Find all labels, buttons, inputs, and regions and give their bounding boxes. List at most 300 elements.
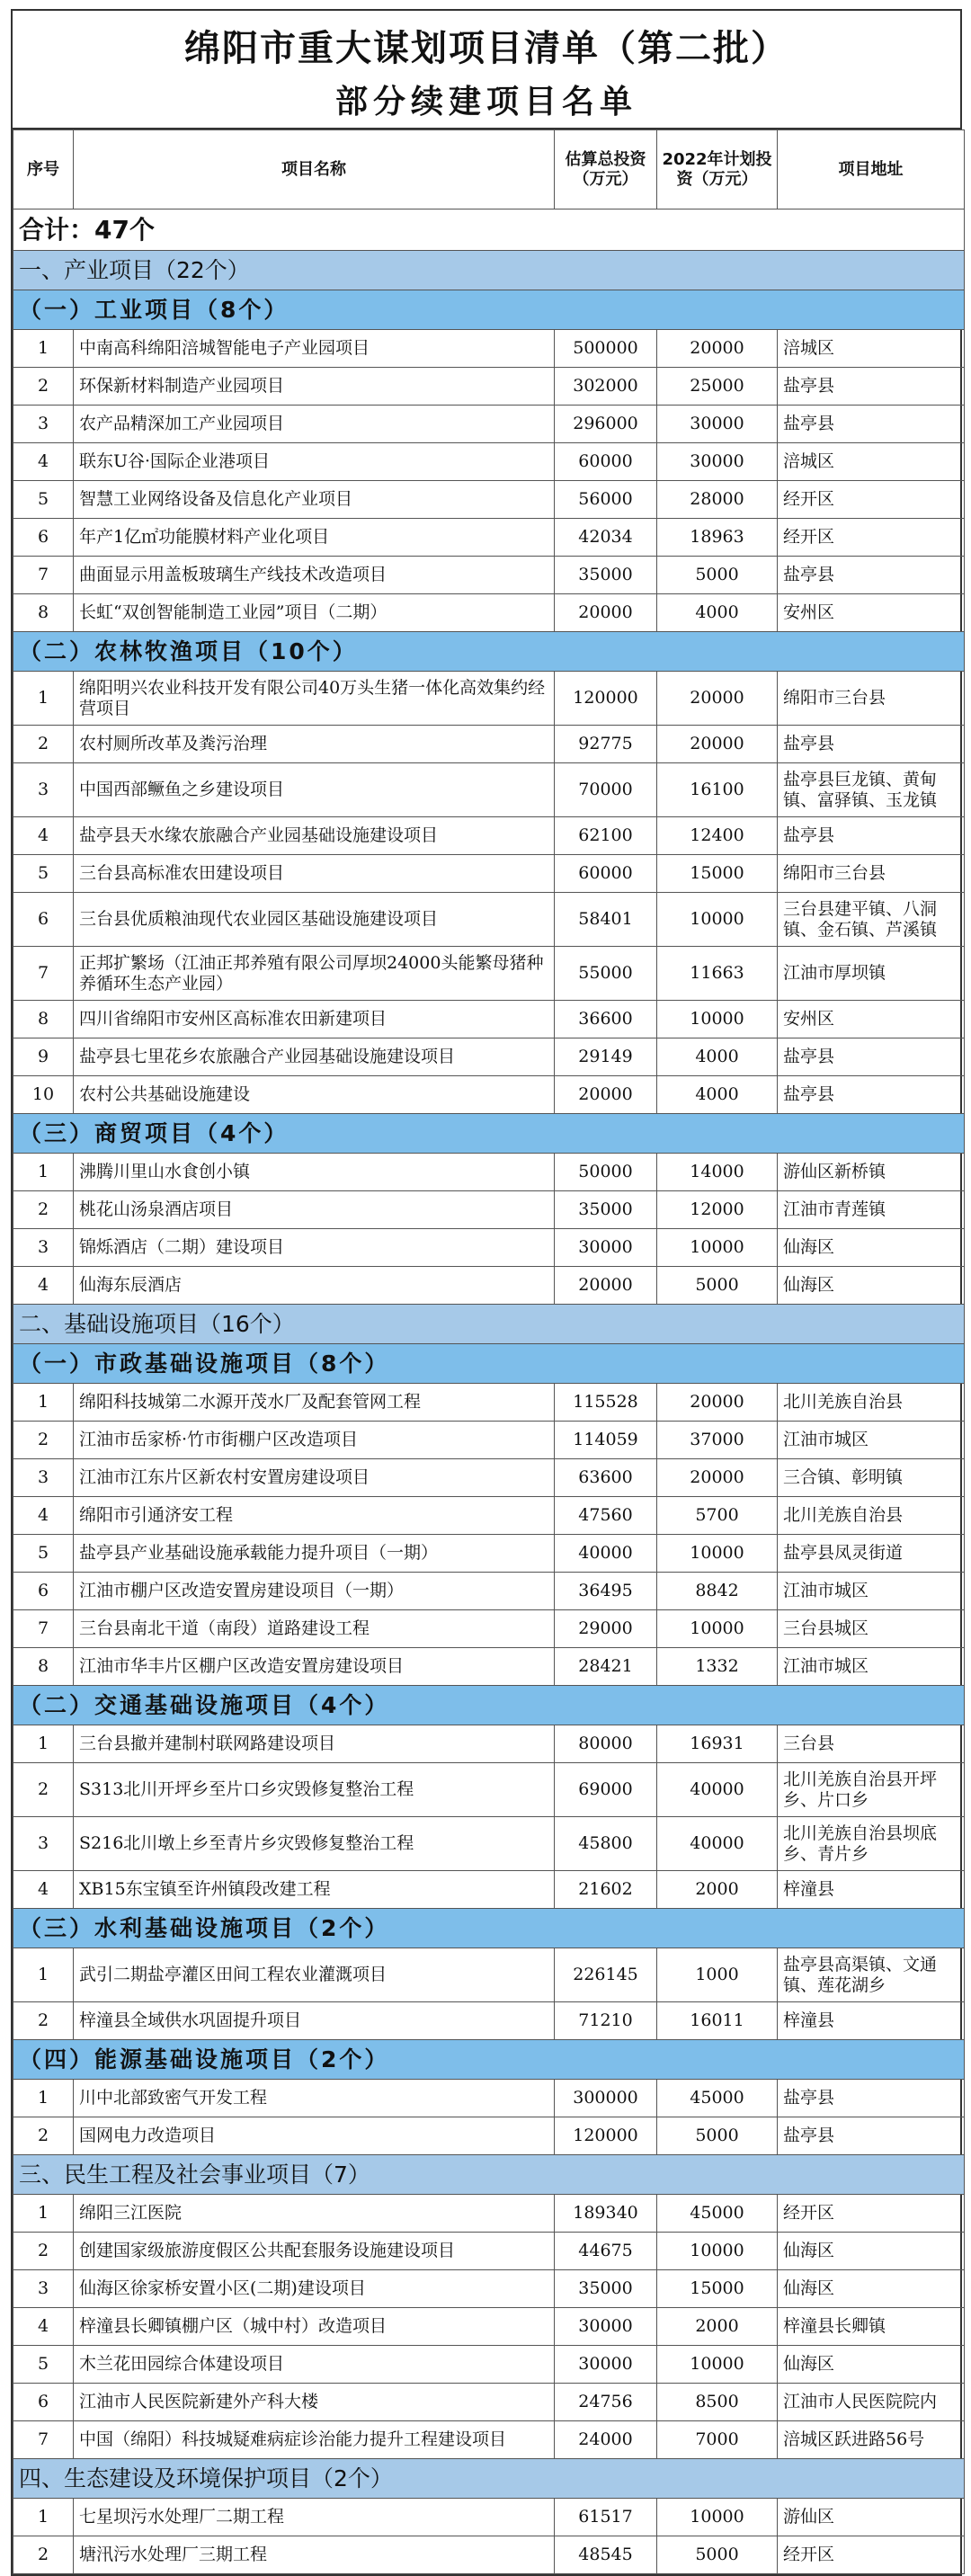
category-label: 四、生态建设及环境保护项目（2个） (13, 2459, 965, 2499)
table-row (13, 2195, 965, 2233)
seq-cell: 7 (13, 2421, 74, 2459)
invest-cell: 80000 (555, 1725, 657, 1763)
table-row (13, 1459, 965, 1497)
table-row (13, 1948, 965, 2002)
invest-cell: 302000 (555, 368, 657, 406)
invest-cell: 35000 (555, 2270, 657, 2308)
location-cell: 绵阳市三台县 (778, 672, 965, 726)
invest-cell: 20000 (555, 1076, 657, 1114)
plan-cell: 12000 (657, 1191, 778, 1229)
location-cell: 北川羌族自治县 (778, 1384, 965, 1422)
invest-cell: 120000 (555, 672, 657, 726)
plan-cell: 16011 (657, 2002, 778, 2040)
invest-cell: 56000 (555, 481, 657, 519)
plan-cell: 5000 (657, 557, 778, 594)
project-name-cell: 农村厕所改革及粪污治理 (74, 726, 555, 763)
subcategory-label: （二）交通基础设施项目（4个） (13, 1686, 965, 1725)
plan-cell: 10000 (657, 1001, 778, 1038)
invest-cell: 35000 (555, 557, 657, 594)
location-cell: 梓潼县长卿镇 (778, 2308, 965, 2346)
project-name-cell: 仙海东辰酒店 (74, 1267, 555, 1305)
project-name-cell: XB15东宝镇至许州镇段改建工程 (74, 1871, 555, 1909)
invest-cell: 500000 (555, 330, 657, 368)
seq-cell: 3 (13, 1817, 74, 1871)
table-row (13, 947, 965, 1001)
invest-cell: 40000 (555, 1535, 657, 1573)
project-name-cell: 盐亭县七里花乡农旅融合产业园基础设施建设项目 (74, 1038, 555, 1076)
project-name-cell: 年产1亿㎡功能膜材料产业化项目 (74, 519, 555, 557)
invest-cell: 300000 (555, 2080, 657, 2117)
seq-cell: 7 (13, 947, 74, 1001)
plan-cell: 45000 (657, 2195, 778, 2233)
seq-cell: 2 (13, 2233, 74, 2270)
plan-cell: 20000 (657, 1384, 778, 1422)
table-row (13, 1422, 965, 1459)
plan-cell: 4000 (657, 594, 778, 632)
plan-cell: 20000 (657, 726, 778, 763)
location-cell: 游仙区 (778, 2499, 965, 2536)
plan-cell: 10000 (657, 2499, 778, 2536)
table-row (13, 2421, 965, 2459)
page-title: 绵阳市重大谋划项目清单（第二批） (184, 28, 788, 69)
table-row (13, 2499, 965, 2536)
location-cell: 涪城区 (778, 443, 965, 481)
location-cell: 江油市青莲镇 (778, 1191, 965, 1229)
seq-cell: 10 (13, 1076, 74, 1114)
table-row (13, 817, 965, 855)
table-row (13, 672, 965, 726)
seq-cell: 1 (13, 672, 74, 726)
invest-cell: 50000 (555, 1154, 657, 1191)
table-row (13, 1610, 965, 1648)
plan-cell: 30000 (657, 406, 778, 443)
project-name-cell: 江油市华丰片区棚户区改造安置房建设项目 (74, 1648, 555, 1686)
location-cell: 经开区 (778, 2195, 965, 2233)
seq-cell: 8 (13, 594, 74, 632)
subcategory-row (13, 1344, 965, 1384)
project-name-cell: 江油市棚户区改造安置房建设项目（一期） (74, 1573, 555, 1610)
plan-cell: 10000 (657, 1610, 778, 1648)
project-name-cell: 塘汛污水处理厂三期工程 (74, 2536, 555, 2574)
location-cell: 三台县城区 (778, 1610, 965, 1648)
seq-cell: 1 (13, 1725, 74, 1763)
invest-cell: 24000 (555, 2421, 657, 2459)
seq-cell: 7 (13, 1610, 74, 1648)
table-row (13, 1267, 965, 1305)
plan-cell: 10000 (657, 1535, 778, 1573)
invest-cell: 115528 (555, 1384, 657, 1422)
invest-cell: 35000 (555, 1191, 657, 1229)
header-seq: 序号 (13, 130, 74, 209)
project-name-cell: S313北川开坪乡至片口乡灾毁修复整治工程 (74, 1763, 555, 1817)
table-row (13, 1871, 965, 1909)
project-name-cell: 国网电力改造项目 (74, 2117, 555, 2155)
plan-cell: 5000 (657, 1267, 778, 1305)
project-name-cell: 锦烁酒店（二期）建设项目 (74, 1229, 555, 1267)
table-row (13, 330, 965, 368)
location-cell: 安州区 (778, 594, 965, 632)
plan-cell: 20000 (657, 330, 778, 368)
table-row (13, 1384, 965, 1422)
seq-cell: 4 (13, 2308, 74, 2346)
invest-cell: 70000 (555, 763, 657, 817)
project-name-cell: 智慧工业网络设备及信息化产业项目 (74, 481, 555, 519)
plan-cell: 16931 (657, 1725, 778, 1763)
table-row (13, 2233, 965, 2270)
invest-cell: 20000 (555, 1267, 657, 1305)
table-body (13, 209, 965, 2574)
header-invest: 估算总投资（万元） (555, 130, 657, 209)
table-row (13, 2346, 965, 2384)
seq-cell: 2 (13, 1763, 74, 1817)
seq-cell: 5 (13, 855, 74, 893)
project-name-cell: 长虹“双创智能制造工业园”项目（二期） (74, 594, 555, 632)
table-row (13, 1229, 965, 1267)
project-name-cell: 三台县撤并建制村联网路建设项目 (74, 1725, 555, 1763)
table-row (13, 557, 965, 594)
invest-cell: 36495 (555, 1573, 657, 1610)
table-row (13, 2384, 965, 2421)
plan-cell: 15000 (657, 855, 778, 893)
plan-cell: 5700 (657, 1497, 778, 1535)
plan-cell: 25000 (657, 368, 778, 406)
project-name-cell: 川中北部致密气开发工程 (74, 2080, 555, 2117)
subcategory-label: （三）水利基础设施项目（2个） (13, 1909, 965, 1948)
subcategory-row (13, 1114, 965, 1154)
project-name-cell: 中国（绵阳）科技城疑难病症诊治能力提升工程建设项目 (74, 2421, 555, 2459)
seq-cell: 1 (13, 2080, 74, 2117)
plan-cell: 8842 (657, 1573, 778, 1610)
table-row (13, 1535, 965, 1573)
plan-cell: 20000 (657, 672, 778, 726)
plan-cell: 10000 (657, 893, 778, 947)
plan-cell: 1332 (657, 1648, 778, 1686)
project-name-cell: 曲面显示用盖板玻璃生产线技术改造项目 (74, 557, 555, 594)
location-cell: 盐亭县 (778, 368, 965, 406)
invest-cell: 69000 (555, 1763, 657, 1817)
table-row (13, 443, 965, 481)
project-name-cell: 四川省绵阳市安州区高标准农田新建项目 (74, 1001, 555, 1038)
seq-cell: 5 (13, 481, 74, 519)
seq-cell: 2 (13, 368, 74, 406)
project-name-cell: 绵阳科技城第二水源开茂水厂及配套管网工程 (74, 1384, 555, 1422)
seq-cell: 1 (13, 2195, 74, 2233)
seq-cell: 2 (13, 2117, 74, 2155)
table-row (13, 893, 965, 947)
location-cell: 经开区 (778, 519, 965, 557)
location-cell: 盐亭县 (778, 726, 965, 763)
location-cell: 盐亭县巨龙镇、黄甸镇、富驿镇、玉龙镇 (778, 763, 965, 817)
plan-cell: 4000 (657, 1038, 778, 1076)
location-cell: 盐亭县 (778, 2117, 965, 2155)
location-cell: 盐亭县凤灵街道 (778, 1535, 965, 1573)
location-cell: 仙海区 (778, 1267, 965, 1305)
plan-cell: 5000 (657, 2117, 778, 2155)
table-row (13, 1763, 965, 1817)
invest-cell: 36600 (555, 1001, 657, 1038)
invest-cell: 62100 (555, 817, 657, 855)
location-cell: 北川羌族自治县 (778, 1497, 965, 1535)
project-name-cell: 环保新材料制造产业园项目 (74, 368, 555, 406)
plan-cell: 14000 (657, 1154, 778, 1191)
plan-cell: 1000 (657, 1948, 778, 2002)
project-name-cell: 三台县南北干道（南段）道路建设工程 (74, 1610, 555, 1648)
location-cell: 仙海区 (778, 2233, 965, 2270)
table-row (13, 2308, 965, 2346)
seq-cell: 3 (13, 1229, 74, 1267)
project-name-cell: 三台县高标准农田建设项目 (74, 855, 555, 893)
header-plan: 2022年计划投资（万元） (657, 130, 778, 209)
invest-cell: 29149 (555, 1038, 657, 1076)
invest-cell: 21602 (555, 1871, 657, 1909)
category-label: 二、基础设施项目（16个） (13, 1305, 965, 1344)
project-name-cell: 梓潼县长卿镇棚户区（城中村）改造项目 (74, 2308, 555, 2346)
location-cell: 盐亭县 (778, 1076, 965, 1114)
project-name-cell: 盐亭县产业基础设施承载能力提升项目（一期） (74, 1535, 555, 1573)
invest-cell: 189340 (555, 2195, 657, 2233)
invest-cell: 63600 (555, 1459, 657, 1497)
invest-cell: 296000 (555, 406, 657, 443)
plan-cell: 28000 (657, 481, 778, 519)
location-cell: 仙海区 (778, 1229, 965, 1267)
project-name-cell: 盐亭县天水缘农旅融合产业园基础设施建设项目 (74, 817, 555, 855)
category-row (13, 251, 965, 290)
invest-cell: 114059 (555, 1422, 657, 1459)
seq-cell: 4 (13, 1871, 74, 1909)
project-name-cell: 仙海区徐家桥安置小区(二期)建设项目 (74, 2270, 555, 2308)
location-cell: 三台县 (778, 1725, 965, 1763)
plan-cell: 16100 (657, 763, 778, 817)
table-row (13, 1725, 965, 1763)
project-name-cell: 木兰花田园综合体建设项目 (74, 2346, 555, 2384)
location-cell: 三合镇、彰明镇 (778, 1459, 965, 1497)
invest-cell: 30000 (555, 2346, 657, 2384)
project-name-cell: 江油市人民医院新建外产科大楼 (74, 2384, 555, 2421)
category-row (13, 2459, 965, 2499)
project-name-cell: 江油市岳家桥·竹市街棚户区改造项目 (74, 1422, 555, 1459)
plan-cell: 11663 (657, 947, 778, 1001)
location-cell: 绵阳市三台县 (778, 855, 965, 893)
location-cell: 盐亭县 (778, 557, 965, 594)
seq-cell: 3 (13, 2270, 74, 2308)
seq-cell: 1 (13, 2499, 74, 2536)
location-cell: 仙海区 (778, 2270, 965, 2308)
invest-cell: 48545 (555, 2536, 657, 2574)
table-row (13, 2002, 965, 2040)
location-cell: 盐亭县高渠镇、文通镇、莲花湖乡 (778, 1948, 965, 2002)
seq-cell: 2 (13, 2536, 74, 2574)
location-cell: 盐亭县 (778, 2080, 965, 2117)
table-row (13, 1497, 965, 1535)
project-list-sheet (11, 9, 962, 2576)
location-cell: 安州区 (778, 1001, 965, 1038)
plan-cell: 37000 (657, 1422, 778, 1459)
invest-cell: 92775 (555, 726, 657, 763)
project-name-cell: 中南高科绵阳涪城智能电子产业园项目 (74, 330, 555, 368)
table-row (13, 481, 965, 519)
plan-cell: 5000 (657, 2536, 778, 2574)
table-row (13, 1573, 965, 1610)
header-row (13, 130, 965, 209)
invest-cell: 55000 (555, 947, 657, 1001)
invest-cell: 30000 (555, 1229, 657, 1267)
table-row (13, 1038, 965, 1076)
plan-cell: 12400 (657, 817, 778, 855)
plan-cell: 20000 (657, 1459, 778, 1497)
plan-cell: 7000 (657, 2421, 778, 2459)
subcategory-label: （四）能源基础设施项目（2个） (13, 2040, 965, 2080)
seq-cell: 8 (13, 1001, 74, 1038)
project-name-cell: 绵阳市引通济安工程 (74, 1497, 555, 1535)
location-cell: 盐亭县 (778, 1038, 965, 1076)
plan-cell: 15000 (657, 2270, 778, 2308)
table-row (13, 2536, 965, 2574)
project-name-cell: 绵阳明兴农业科技开发有限公司40万头生猪一体化高效集约经营项目 (74, 672, 555, 726)
invest-cell: 45800 (555, 1817, 657, 1871)
plan-cell: 45000 (657, 2080, 778, 2117)
subcategory-label: （二）农林牧渔项目（10个） (13, 632, 965, 672)
invest-cell: 60000 (555, 443, 657, 481)
invest-cell: 44675 (555, 2233, 657, 2270)
plan-cell: 40000 (657, 1817, 778, 1871)
project-name-cell: 桃花山汤泉酒店项目 (74, 1191, 555, 1229)
project-name-cell: 七星坝污水处理厂二期工程 (74, 2499, 555, 2536)
subcategory-row (13, 290, 965, 330)
project-name-cell: 农村公共基础设施建设 (74, 1076, 555, 1114)
invest-cell: 226145 (555, 1948, 657, 2002)
seq-cell: 2 (13, 1422, 74, 1459)
location-cell: 经开区 (778, 2536, 965, 2574)
plan-cell: 10000 (657, 1229, 778, 1267)
seq-cell: 3 (13, 406, 74, 443)
location-cell: 盐亭县 (778, 817, 965, 855)
table-row (13, 368, 965, 406)
project-name-cell: 中国西部鳜鱼之乡建设项目 (74, 763, 555, 817)
location-cell: 涪城区跃进路56号 (778, 2421, 965, 2459)
location-cell: 涪城区 (778, 330, 965, 368)
seq-cell: 1 (13, 1948, 74, 2002)
title-block (13, 11, 960, 129)
table-row (13, 763, 965, 817)
header-location: 项目地址 (778, 130, 965, 209)
seq-cell: 2 (13, 726, 74, 763)
seq-cell: 4 (13, 1497, 74, 1535)
project-table (13, 129, 965, 2574)
seq-cell: 1 (13, 1384, 74, 1422)
page-subtitle: 部分续建项目名单 (334, 84, 637, 120)
category-label: 三、民生工程及社会事业项目（7） (13, 2155, 965, 2195)
location-cell: 三台县建平镇、八洞镇、金石镇、芦溪镇 (778, 893, 965, 947)
location-cell: 经开区 (778, 481, 965, 519)
subcategory-row (13, 632, 965, 672)
total-row (13, 209, 965, 251)
table-row (13, 406, 965, 443)
location-cell: 江油市城区 (778, 1573, 965, 1610)
seq-cell: 2 (13, 2002, 74, 2040)
total-label: 合计：47个 (13, 209, 965, 251)
invest-cell: 61517 (555, 2499, 657, 2536)
location-cell: 盐亭县 (778, 406, 965, 443)
invest-cell: 20000 (555, 594, 657, 632)
invest-cell: 29000 (555, 1610, 657, 1648)
location-cell: 梓潼县 (778, 2002, 965, 2040)
subcategory-row (13, 1686, 965, 1725)
invest-cell: 24756 (555, 2384, 657, 2421)
seq-cell: 4 (13, 1267, 74, 1305)
invest-cell: 58401 (555, 893, 657, 947)
project-name-cell: 武引二期盐亭灌区田间工程农业灌溉项目 (74, 1948, 555, 2002)
table-row (13, 1191, 965, 1229)
invest-cell: 60000 (555, 855, 657, 893)
location-cell: 梓潼县 (778, 1871, 965, 1909)
table-row (13, 2080, 965, 2117)
table-row (13, 519, 965, 557)
table-row (13, 1648, 965, 1686)
plan-cell: 18963 (657, 519, 778, 557)
plan-cell: 40000 (657, 1763, 778, 1817)
invest-cell: 47560 (555, 1497, 657, 1535)
table-row (13, 594, 965, 632)
location-cell: 仙海区 (778, 2346, 965, 2384)
location-cell: 江油市厚坝镇 (778, 947, 965, 1001)
seq-cell: 5 (13, 1535, 74, 1573)
table-row (13, 1076, 965, 1114)
seq-cell: 9 (13, 1038, 74, 1076)
table-row (13, 726, 965, 763)
project-name-cell: 农产品精深加工产业园项目 (74, 406, 555, 443)
project-name-cell: 联东U谷·国际企业港项目 (74, 443, 555, 481)
seq-cell: 6 (13, 1573, 74, 1610)
seq-cell: 1 (13, 330, 74, 368)
invest-cell: 120000 (555, 2117, 657, 2155)
seq-cell: 6 (13, 519, 74, 557)
subcategory-label: （一）市政基础设施项目（8个） (13, 1344, 965, 1384)
seq-cell: 8 (13, 1648, 74, 1686)
invest-cell: 42034 (555, 519, 657, 557)
location-cell: 北川羌族自治县坝底乡、青片乡 (778, 1817, 965, 1871)
invest-cell: 28421 (555, 1648, 657, 1686)
category-row (13, 2155, 965, 2195)
subcategory-label: （一）工业项目（8个） (13, 290, 965, 330)
location-cell: 江油市人民医院院内 (778, 2384, 965, 2421)
seq-cell: 3 (13, 1459, 74, 1497)
seq-cell: 4 (13, 817, 74, 855)
subcategory-label: （三）商贸项目（4个） (13, 1114, 965, 1154)
category-row (13, 1305, 965, 1344)
plan-cell: 2000 (657, 2308, 778, 2346)
subcategory-row (13, 1909, 965, 1948)
plan-cell: 10000 (657, 2346, 778, 2384)
project-name-cell: 创建国家级旅游度假区公共配套服务设施建设项目 (74, 2233, 555, 2270)
project-name-cell: 沸腾川里山水食创小镇 (74, 1154, 555, 1191)
project-name-cell: 梓潼县全域供水巩固提升项目 (74, 2002, 555, 2040)
plan-cell: 30000 (657, 443, 778, 481)
plan-cell: 4000 (657, 1076, 778, 1114)
project-name-cell: 正邦扩繁场（江油正邦养殖有限公司厚坝24000头能繁母猪种养循环生态产业园） (74, 947, 555, 1001)
project-name-cell: 绵阳三江医院 (74, 2195, 555, 2233)
location-cell: 江油市城区 (778, 1648, 965, 1686)
location-cell: 游仙区新桥镇 (778, 1154, 965, 1191)
seq-cell: 1 (13, 1154, 74, 1191)
seq-cell: 6 (13, 893, 74, 947)
plan-cell: 2000 (657, 1871, 778, 1909)
seq-cell: 3 (13, 763, 74, 817)
seq-cell: 4 (13, 443, 74, 481)
seq-cell: 7 (13, 557, 74, 594)
project-name-cell: 江油市江东片区新农村安置房建设项目 (74, 1459, 555, 1497)
table-row (13, 1001, 965, 1038)
table-row (13, 1817, 965, 1871)
